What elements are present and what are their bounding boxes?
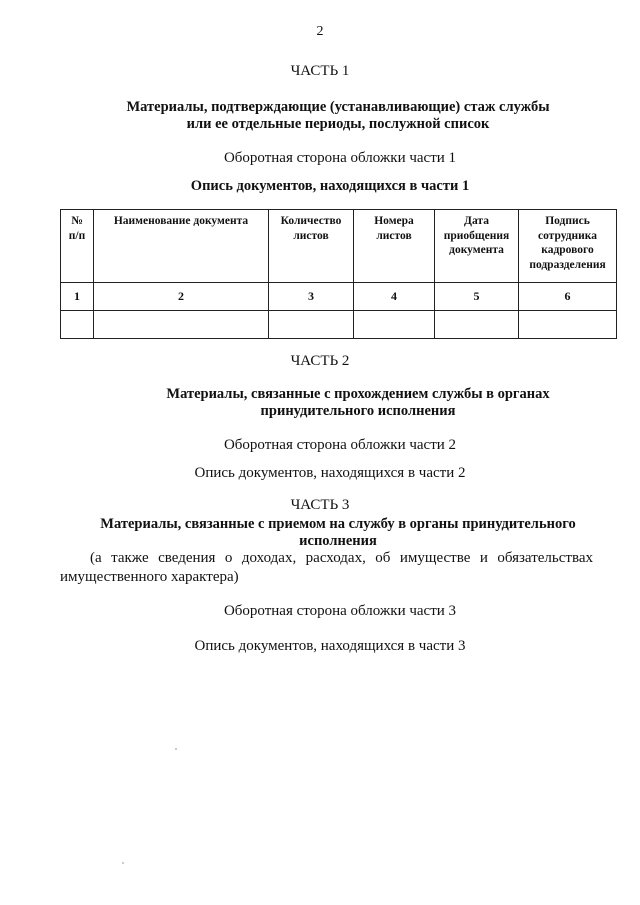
inventory-table <box>60 209 617 339</box>
scan-speck <box>175 748 177 750</box>
part3-title: ЧАСТЬ 3 <box>290 497 350 513</box>
empty-cell <box>269 311 354 339</box>
header-cell-signature: Подпись сотрудника кадрового подразделения <box>519 210 617 283</box>
part3-heading-line1: Материалы, связанные с приемом на службу в органы принудительного <box>100 516 576 532</box>
header-cell-attach-date: Дата приобщения документа <box>435 210 519 283</box>
header-cell-sheet-numbers: Номера листов <box>354 210 435 283</box>
column-number-cell: 6 <box>519 283 617 311</box>
table-number-row <box>61 283 617 311</box>
part2-back-cover: Оборотная сторона обложки части 2 <box>223 437 457 453</box>
part1-heading-line2: или ее отдельные периоды, послужной список <box>186 116 490 132</box>
empty-cell <box>435 311 519 339</box>
part3-inventory-title: Опись документов, находящихся в части 3 <box>194 638 466 654</box>
empty-cell <box>519 311 617 339</box>
part3-heading <box>60 516 616 550</box>
table-header-row <box>61 210 617 283</box>
part1-title: ЧАСТЬ 1 <box>290 63 350 79</box>
part2-inventory-title: Опись документов, находящихся в части 2 <box>194 465 466 481</box>
header-cell-number: № п/п <box>61 210 94 283</box>
part1-heading <box>60 99 616 133</box>
part3-note-line2: имущественного характера) <box>60 569 239 585</box>
part2-heading-line2: принудительного исполнения <box>260 403 456 419</box>
part1-inventory-title: Опись документов, находящихся в части 1 <box>190 178 470 194</box>
column-number-cell: 1 <box>61 283 94 311</box>
part3-heading-line2: исполнения <box>299 533 377 549</box>
part2-heading-line1: Материалы, связанные с прохождением службы в органах <box>166 386 550 402</box>
column-number-cell: 5 <box>435 283 519 311</box>
table-empty-row <box>61 311 617 339</box>
part3-back-cover: Оборотная сторона обложки части 3 <box>223 603 457 619</box>
part3-note-line1: (а также сведения о доходах, расходах, об имуществе и обязательствах <box>90 550 593 566</box>
part2-heading <box>60 386 616 420</box>
header-cell-sheet-count: Количество листов <box>269 210 354 283</box>
column-number-cell: 4 <box>354 283 435 311</box>
column-number-cell: 2 <box>94 283 269 311</box>
column-number-cell: 3 <box>269 283 354 311</box>
part3-note <box>60 549 593 587</box>
part1-back-cover: Оборотная сторона обложки части 1 <box>223 150 457 166</box>
empty-cell <box>61 311 94 339</box>
scan-speck <box>122 862 124 864</box>
header-cell-document-name: Наименование документа <box>94 210 269 283</box>
part2-title: ЧАСТЬ 2 <box>290 353 350 369</box>
empty-cell <box>94 311 269 339</box>
empty-cell <box>354 311 435 339</box>
part1-heading-line1: Материалы, подтверждающие (устанавливающие) стаж службы <box>126 99 550 115</box>
page-number: 2 <box>316 24 324 39</box>
